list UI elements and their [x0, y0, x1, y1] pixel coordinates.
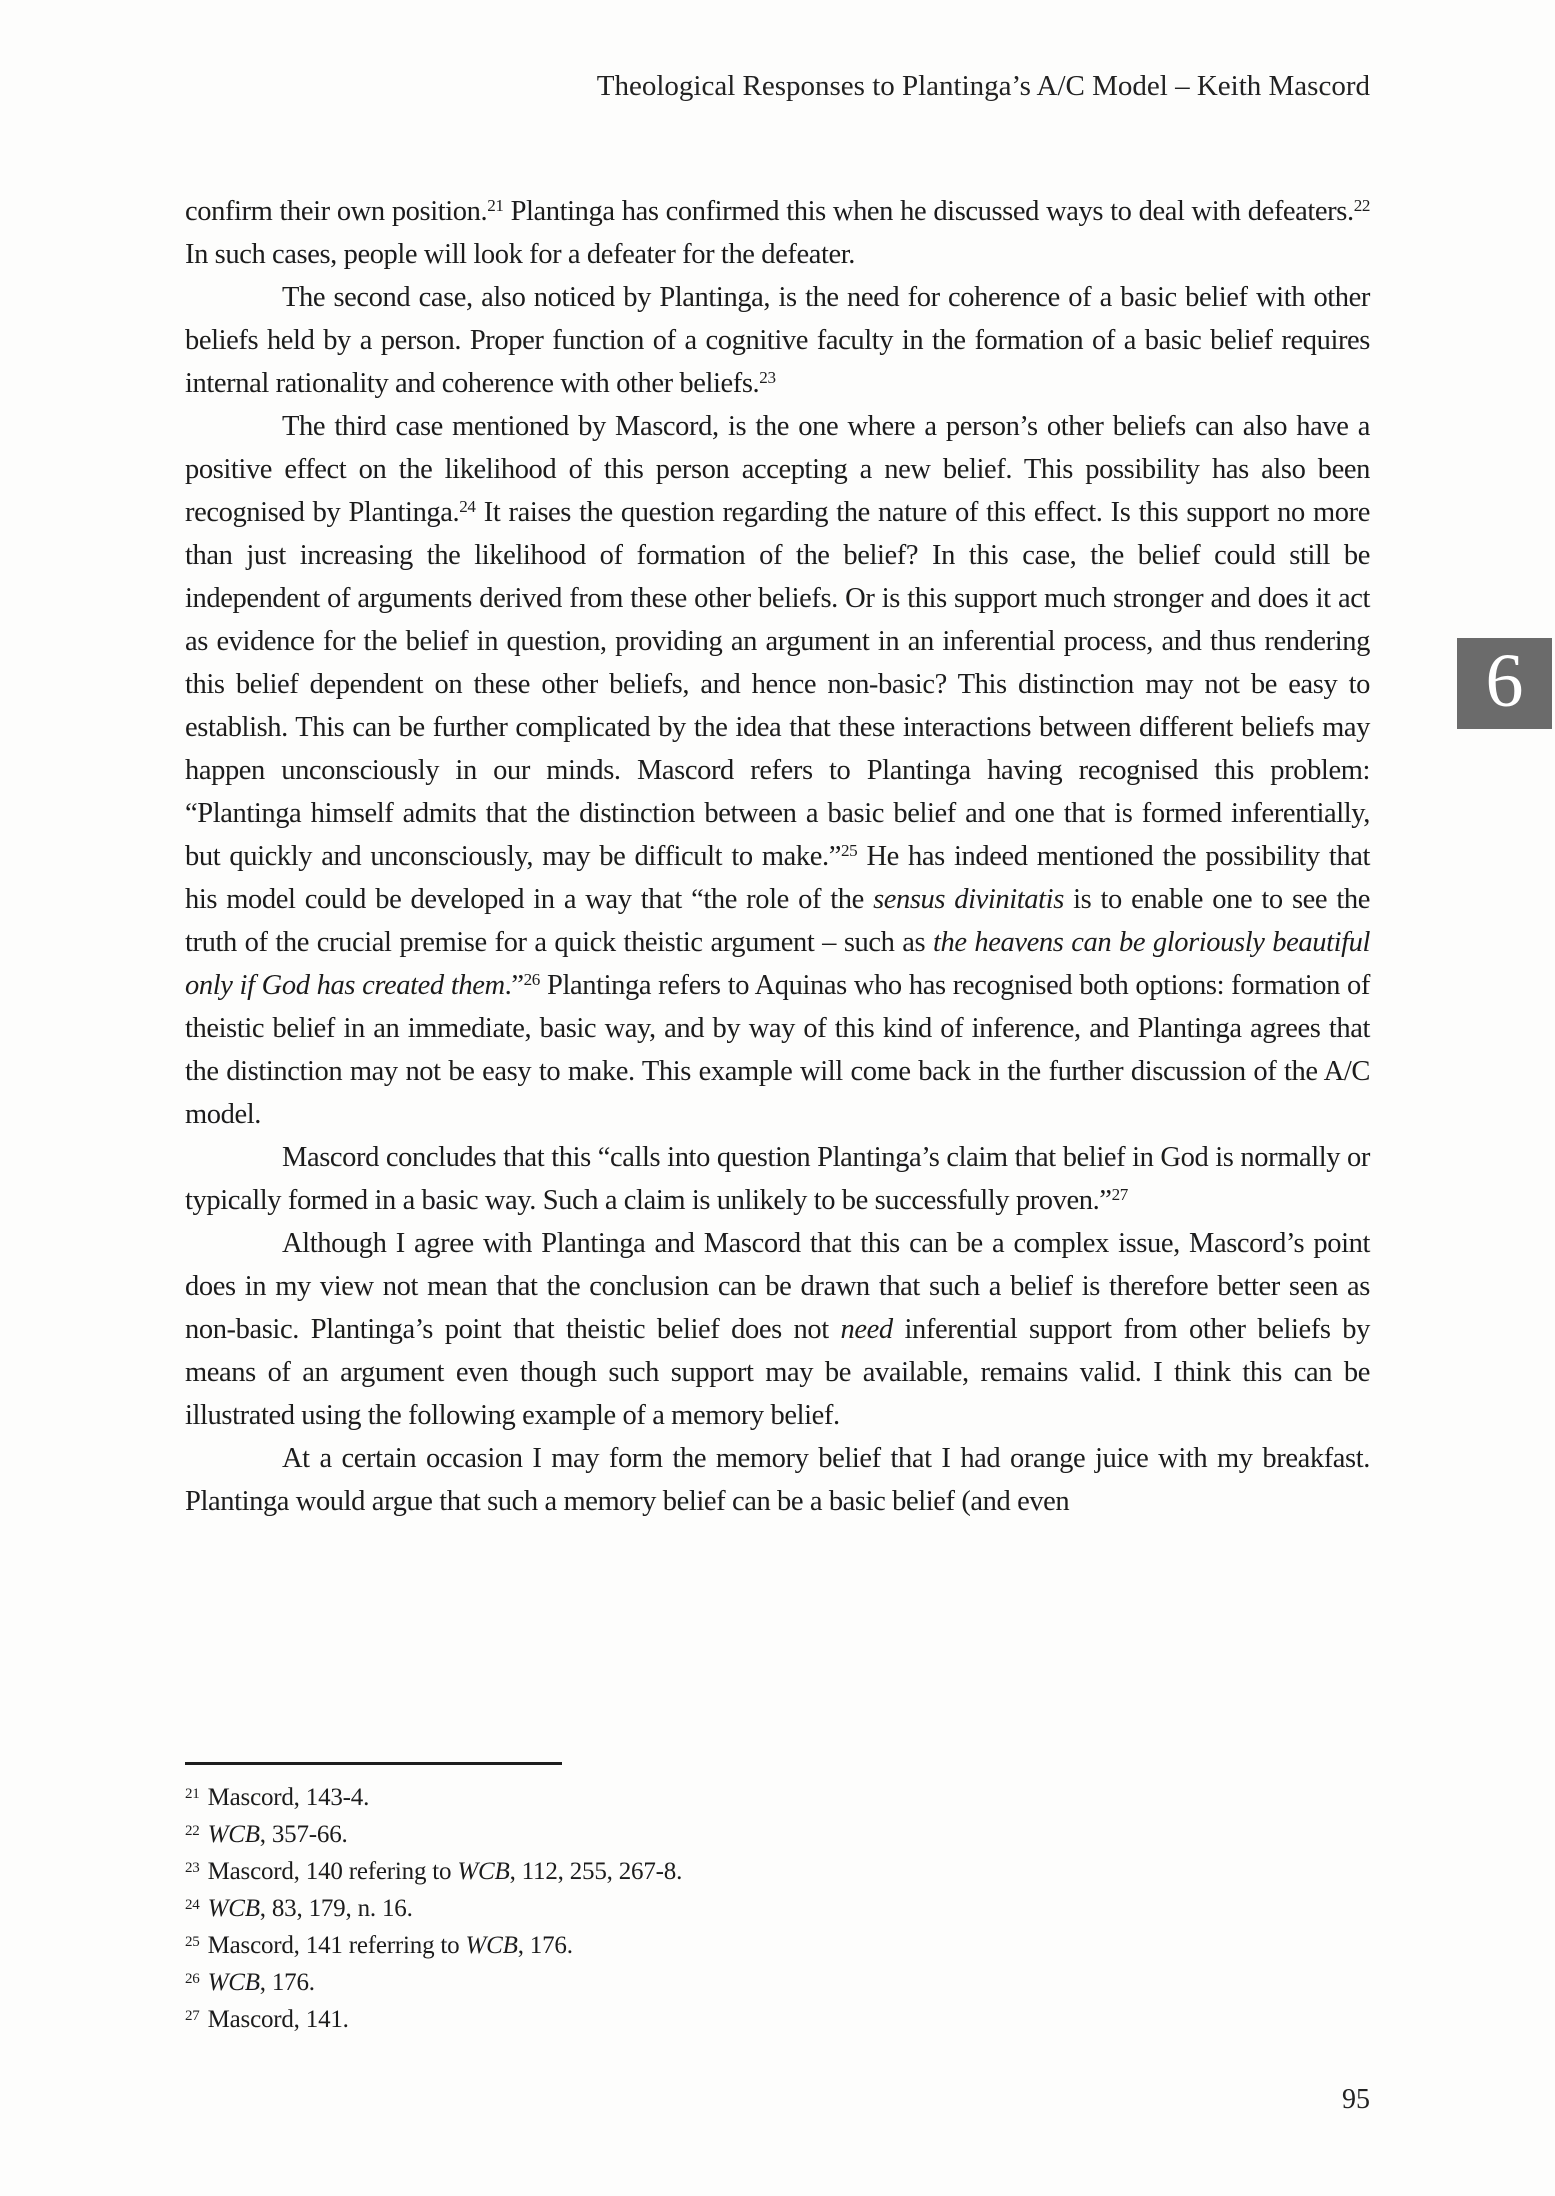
- footnote: [185, 2001, 1370, 2038]
- footnote-separator: [185, 1762, 562, 1765]
- chapter-tab: [1457, 638, 1552, 729]
- body-paragraph: The second case, also noticed by Plantinga, is the need for coherence of a basic belief with other beliefs held by a person. Proper function of a cognitive faculty in the formation of a basic belief requires internal rationality and coherence with other beliefs.$^{23}$: [185, 282, 1370, 399]
- footnote: [185, 1927, 1370, 1964]
- body-paragraph: Although I agree with Plantinga and Mascord that this can be a complex issue, Mascord’s point does in my view not mean that the conclusion can be drawn that such a belief is therefore better seen as non-basic. Plantinga’s point that theistic belief does not need inferential support from other beliefs by means of an argument even though such support may be available, remains valid. I think this can be illustrated using the following example of a memory belief.: [185, 1228, 1370, 1431]
- footnote-number: 27: [185, 2007, 200, 2024]
- footnote-text: Mascord, 140 refering to WCB, 112, 255, 267-8.: [207, 1858, 683, 1885]
- footnote-number: 21: [185, 1785, 200, 1802]
- footnote-text: Mascord, 143-4.: [207, 1784, 370, 1811]
- footnote-number: 23: [185, 1859, 200, 1876]
- body-paragraph: At a certain occasion I may form the memory belief that I had orange juice with my breakfast. Plantinga would argue that such a memory belief can be a basic belief (and even: [185, 1443, 1370, 1517]
- body-paragraph: Mascord concludes that this “calls into question Plantinga’s claim that belief in God is normally or typically formed in a basic way. Such a claim is unlikely to be successfully proven.”$^{27}$: [185, 1142, 1370, 1216]
- footnotes: [185, 1779, 1370, 2038]
- footnote-number: 25: [185, 1933, 200, 1950]
- footnote: [185, 1816, 1370, 1853]
- footnote-text: Mascord, 141.: [207, 2006, 349, 2033]
- body-paragraph: The third case mentioned by Mascord, is the one where a person’s other beliefs can also have a positive effect on the likelihood of this person accepting a new belief. This possibility has also been recognised by Plantinga.$^{24}$ It raises the question regarding the nature of this effect. Is this support no more than just increasing the likelihood of formation of the belief? In this case, the belief could still be independent of arguments derived from these other beliefs. Or is this support much stronger and does it act as evidence for the belief in question, providing an argument in an inferential process, and thus rendering this belief dependent on these other beliefs, and hence non-basic? This distinction may not be easy to establish. This can be further complicated by the idea that these interactions between different beliefs may happen unconsciously in our minds. Mascord refers to Plantinga having recognised this problem: “Plantinga himself admits that the distinction between a basic belief and one that is formed inferentially, but quickly and unconsciously, may be difficult to make.”$^{25}$ He has indeed mentioned the possibility that his model could be developed in a way that “the role of the sensus divinitatis is to enable one to see the truth of the crucial premise for a quick theistic argument – such as the heavens can be gloriously beautiful only if God has created them.”$^{26}$ Plantinga refers to Aquinas who has recognised both options: formation of theistic belief in an immediate, basic way, and by way of this kind of inference, and Plantinga agrees that the distinction may not be easy to make. This example will come back in the further discussion of the A/C model.: [185, 411, 1371, 1130]
- footnote-number: 26: [185, 1970, 200, 1987]
- footnote-text: WCB, 357-66.: [207, 1821, 348, 1848]
- footnote-text: WCB, 176.: [207, 1969, 315, 1996]
- footnote: [185, 1890, 1370, 1927]
- footnote: [185, 1853, 1370, 1890]
- footnote-text: Mascord, 141 referring to WCB, 176.: [207, 1932, 573, 1959]
- footnote: [185, 1779, 1370, 1816]
- footnote: [185, 1964, 1370, 2001]
- running-header: Theological Responses to Plantinga’s A/C Model – Keith Mascord: [596, 70, 1370, 102]
- chapter-number: 6: [1485, 638, 1524, 723]
- body-paragraph: confirm their own position.$^{21}$ Plantinga has confirmed this when he discussed ways to deal with defeaters.$^{22}$ In such cases, people will look for a defeater for the defeater.: [185, 196, 1370, 270]
- footnote-text: WCB, 83, 179, n. 16.: [207, 1895, 413, 1922]
- footnote-number: 22: [185, 1822, 200, 1839]
- body-text: [185, 190, 1370, 1523]
- footnote-number: 24: [185, 1896, 200, 1913]
- page-number: 95: [1342, 2084, 1370, 2115]
